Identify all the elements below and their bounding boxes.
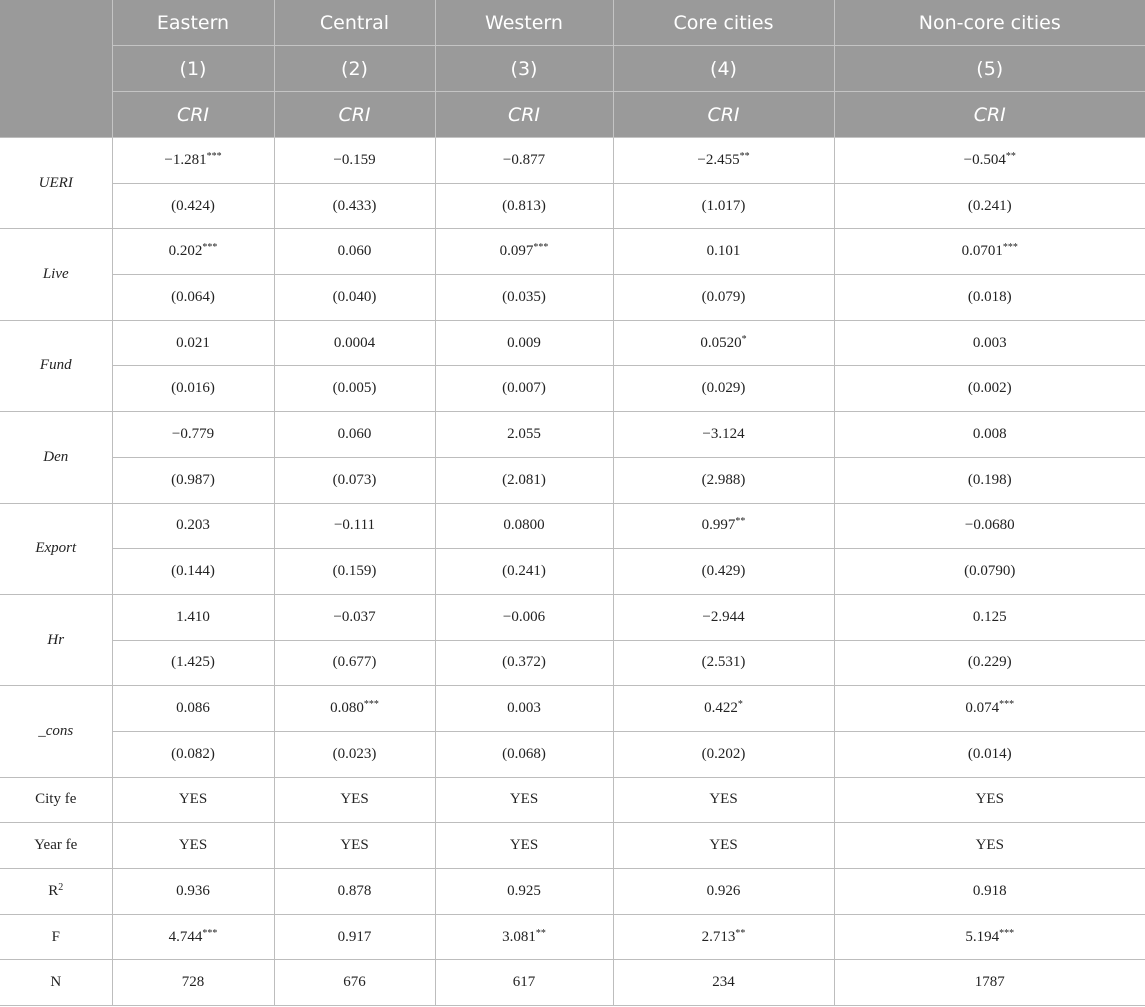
header-dependent-variable-row bbox=[0, 92, 1145, 138]
significance-stars: ** bbox=[535, 927, 546, 939]
standard-error-cell: (0.159) bbox=[274, 549, 435, 595]
header-column-number: (5) bbox=[834, 46, 1145, 92]
cell-value: 0.003 bbox=[507, 700, 541, 717]
table-cell bbox=[112, 138, 274, 184]
statistic-label-text: R bbox=[48, 882, 59, 899]
significance-stars: * bbox=[741, 333, 747, 345]
cell-value: 728 bbox=[181, 974, 205, 991]
table-cell bbox=[613, 412, 834, 458]
significance-stars: *** bbox=[202, 927, 218, 939]
table-cell bbox=[274, 686, 435, 732]
table-cell bbox=[274, 914, 435, 960]
header-dependent-variable: CRI bbox=[435, 92, 613, 138]
table-cell bbox=[834, 229, 1145, 275]
significance-stars: *** bbox=[206, 150, 222, 162]
table-cell bbox=[112, 914, 274, 960]
statistics-row bbox=[0, 777, 1145, 823]
standard-error-cell: (0.372) bbox=[435, 640, 613, 686]
statistic-label bbox=[0, 823, 112, 869]
standard-error-row bbox=[0, 457, 1145, 503]
cell-value: 0.202 bbox=[168, 243, 203, 260]
variable-name: UERI bbox=[0, 138, 112, 229]
statistic-label-text: Year fe bbox=[34, 837, 78, 854]
standard-error-cell: (0.014) bbox=[834, 731, 1145, 777]
table-cell bbox=[613, 823, 834, 869]
header-column-number: (1) bbox=[112, 46, 274, 92]
table-cell bbox=[112, 960, 274, 1006]
table-cell bbox=[435, 138, 613, 184]
cell-value: 0.060 bbox=[337, 425, 372, 442]
table-cell bbox=[274, 960, 435, 1006]
coefficient-row bbox=[0, 686, 1145, 732]
standard-error-cell: (0.064) bbox=[112, 275, 274, 321]
cell-value: YES bbox=[709, 791, 738, 808]
standard-error-cell: (0.002) bbox=[834, 366, 1145, 412]
table-cell bbox=[834, 869, 1145, 915]
cell-value: −2.944 bbox=[702, 608, 745, 625]
table-body bbox=[0, 138, 1145, 1006]
cell-value: −0.0680 bbox=[964, 517, 1015, 534]
cell-value: −0.006 bbox=[502, 608, 546, 625]
table-cell bbox=[613, 777, 834, 823]
standard-error-cell: (0.0790) bbox=[834, 549, 1145, 595]
table-cell bbox=[435, 686, 613, 732]
standard-error-cell: (0.987) bbox=[112, 457, 274, 503]
table-cell bbox=[112, 320, 274, 366]
table-cell bbox=[613, 138, 834, 184]
statistic-label-text: F bbox=[51, 928, 60, 945]
standard-error-cell: (0.229) bbox=[834, 640, 1145, 686]
statistic-label-text: City fe bbox=[35, 791, 77, 808]
statistic-label bbox=[0, 960, 112, 1006]
cell-value: 0.422 bbox=[704, 700, 738, 717]
standard-error-cell: (0.007) bbox=[435, 366, 613, 412]
variable-name: Den bbox=[0, 412, 112, 503]
cell-value: 0.003 bbox=[972, 334, 1007, 351]
standard-error-cell: (0.018) bbox=[834, 275, 1145, 321]
table-cell bbox=[274, 320, 435, 366]
significance-stars: *** bbox=[999, 699, 1015, 711]
table-cell bbox=[112, 412, 274, 458]
table-cell bbox=[435, 412, 613, 458]
standard-error-cell: (2.531) bbox=[613, 640, 834, 686]
table-cell bbox=[112, 823, 274, 869]
standard-error-cell: (0.016) bbox=[112, 366, 274, 412]
cell-value: 0.203 bbox=[176, 517, 210, 534]
significance-stars: *** bbox=[202, 242, 218, 254]
variable-name: Hr bbox=[0, 594, 112, 685]
cell-value: YES bbox=[340, 837, 369, 854]
standard-error-cell: (1.425) bbox=[112, 640, 274, 686]
cell-value: 0.917 bbox=[337, 928, 372, 945]
header-group-non-core-cities: Non-core cities bbox=[834, 0, 1145, 46]
header-group-central: Central bbox=[274, 0, 435, 46]
cell-value: 676 bbox=[343, 974, 366, 991]
standard-error-row bbox=[0, 640, 1145, 686]
table-cell bbox=[112, 869, 274, 915]
cell-value: −0.877 bbox=[502, 151, 546, 168]
cell-value: 234 bbox=[712, 974, 735, 991]
standard-error-cell: (0.429) bbox=[613, 549, 834, 595]
standard-error-cell: (0.029) bbox=[613, 366, 834, 412]
cell-value: 1.410 bbox=[176, 608, 210, 625]
cell-value: −0.037 bbox=[333, 608, 376, 625]
coefficient-row bbox=[0, 320, 1145, 366]
cell-value: −2.455 bbox=[697, 151, 740, 168]
cell-value: 2.055 bbox=[507, 425, 541, 442]
table-cell bbox=[834, 138, 1145, 184]
significance-stars: ** bbox=[735, 927, 746, 939]
table-cell bbox=[112, 777, 274, 823]
standard-error-row bbox=[0, 366, 1145, 412]
table-cell bbox=[112, 503, 274, 549]
statistic-label-text: N bbox=[50, 974, 62, 991]
table-cell bbox=[834, 320, 1145, 366]
standard-error-cell: (0.241) bbox=[834, 183, 1145, 229]
standard-error-row bbox=[0, 731, 1145, 777]
cell-value: 0.0701 bbox=[961, 243, 1003, 260]
cell-value: −0.779 bbox=[171, 425, 215, 442]
significance-stars: *** bbox=[999, 927, 1015, 939]
standard-error-cell: (0.040) bbox=[274, 275, 435, 321]
table-cell bbox=[435, 594, 613, 640]
standard-error-cell: (0.082) bbox=[112, 731, 274, 777]
header-dependent-variable: CRI bbox=[613, 92, 834, 138]
variable-name: _cons bbox=[0, 686, 112, 777]
standard-error-cell: (0.023) bbox=[274, 731, 435, 777]
table-cell bbox=[274, 823, 435, 869]
table-cell bbox=[834, 823, 1145, 869]
standard-error-cell: (1.017) bbox=[613, 183, 834, 229]
statistic-label-superscript: 2 bbox=[58, 881, 64, 893]
standard-error-cell: (0.073) bbox=[274, 457, 435, 503]
cell-value: YES bbox=[975, 837, 1004, 854]
cell-value: 0.101 bbox=[706, 243, 741, 260]
standard-error-cell: (0.677) bbox=[274, 640, 435, 686]
table-cell bbox=[613, 594, 834, 640]
standard-error-cell: (0.241) bbox=[435, 549, 613, 595]
cell-value: YES bbox=[178, 837, 208, 854]
significance-stars: *** bbox=[363, 699, 379, 711]
table-cell bbox=[613, 686, 834, 732]
table-cell bbox=[274, 503, 435, 549]
standard-error-row bbox=[0, 183, 1145, 229]
cell-value: 0.086 bbox=[176, 700, 210, 717]
table-cell bbox=[112, 229, 274, 275]
table-cell bbox=[834, 594, 1145, 640]
cell-value: 0.0004 bbox=[333, 334, 376, 351]
table-cell bbox=[435, 960, 613, 1006]
table-cell bbox=[613, 229, 834, 275]
cell-value: −0.111 bbox=[333, 517, 376, 534]
cell-value: 0.009 bbox=[507, 334, 541, 351]
cell-value: 4.744 bbox=[168, 928, 203, 945]
significance-stars: * bbox=[737, 699, 743, 711]
cell-value: 0.936 bbox=[176, 882, 210, 899]
table-cell bbox=[834, 412, 1145, 458]
cell-value: 0.0800 bbox=[503, 517, 545, 534]
standard-error-cell: (0.813) bbox=[435, 183, 613, 229]
table-cell bbox=[435, 777, 613, 823]
table-cell bbox=[435, 823, 613, 869]
table-cell bbox=[274, 869, 435, 915]
table-cell bbox=[112, 594, 274, 640]
cell-value: 0.008 bbox=[972, 425, 1007, 442]
statistic-label bbox=[0, 869, 112, 915]
table-cell bbox=[274, 229, 435, 275]
table-header bbox=[0, 0, 1145, 138]
statistics-row bbox=[0, 869, 1145, 915]
standard-error-cell: (0.068) bbox=[435, 731, 613, 777]
standard-error-cell: (2.081) bbox=[435, 457, 613, 503]
cell-value: 2.713 bbox=[701, 928, 736, 945]
table-cell bbox=[274, 412, 435, 458]
cell-value: −3.124 bbox=[702, 425, 745, 442]
cell-value: YES bbox=[178, 791, 208, 808]
header-group-western: Western bbox=[435, 0, 613, 46]
header-dependent-variable: CRI bbox=[834, 92, 1145, 138]
table-cell bbox=[435, 320, 613, 366]
table-cell bbox=[274, 777, 435, 823]
table-cell bbox=[834, 503, 1145, 549]
table-cell bbox=[435, 503, 613, 549]
standard-error-cell: (0.424) bbox=[112, 183, 274, 229]
table-cell bbox=[274, 594, 435, 640]
cell-value: 5.194 bbox=[965, 928, 1000, 945]
cell-value: YES bbox=[709, 837, 738, 854]
significance-stars: *** bbox=[1002, 242, 1018, 254]
cell-value: 0.097 bbox=[499, 243, 534, 260]
statistics-row bbox=[0, 960, 1145, 1006]
significance-stars: *** bbox=[533, 242, 549, 254]
table-cell bbox=[834, 686, 1145, 732]
cell-value: 0.878 bbox=[337, 882, 372, 899]
cell-value: −0.504 bbox=[963, 151, 1006, 168]
cell-value: 0.997 bbox=[701, 517, 736, 534]
standard-error-cell: (0.202) bbox=[613, 731, 834, 777]
header-group-eastern: Eastern bbox=[112, 0, 274, 46]
table-cell bbox=[834, 960, 1145, 1006]
statistics-row bbox=[0, 823, 1145, 869]
standard-error-cell: (0.005) bbox=[274, 366, 435, 412]
header-column-number: (2) bbox=[274, 46, 435, 92]
cell-value: YES bbox=[509, 791, 539, 808]
cell-value: 0.918 bbox=[972, 882, 1007, 899]
header-dependent-variable: CRI bbox=[112, 92, 274, 138]
standard-error-cell: (0.079) bbox=[613, 275, 834, 321]
significance-stars: ** bbox=[735, 516, 746, 528]
table-cell bbox=[613, 914, 834, 960]
header-group-row bbox=[0, 0, 1145, 46]
statistic-label bbox=[0, 914, 112, 960]
cell-value: 0.074 bbox=[965, 700, 1000, 717]
table-cell bbox=[613, 320, 834, 366]
table-cell bbox=[435, 914, 613, 960]
header-dependent-variable: CRI bbox=[274, 92, 435, 138]
cell-value: 0.060 bbox=[337, 243, 372, 260]
coefficient-row bbox=[0, 594, 1145, 640]
table-cell bbox=[613, 960, 834, 1006]
statistics-row bbox=[0, 914, 1145, 960]
table-cell bbox=[274, 138, 435, 184]
coefficient-row bbox=[0, 138, 1145, 184]
table-cell bbox=[112, 686, 274, 732]
significance-stars: ** bbox=[1005, 150, 1016, 162]
cell-value: 0.080 bbox=[330, 700, 364, 717]
standard-error-cell: (0.198) bbox=[834, 457, 1145, 503]
coefficient-row bbox=[0, 503, 1145, 549]
cell-value: YES bbox=[509, 837, 539, 854]
cell-value: 0.926 bbox=[706, 882, 741, 899]
table-cell bbox=[834, 777, 1145, 823]
cell-value: 0.0520 bbox=[700, 334, 742, 351]
standard-error-row bbox=[0, 549, 1145, 595]
cell-value: 0.925 bbox=[507, 882, 541, 899]
header-corner-cell bbox=[0, 0, 112, 138]
table-cell bbox=[435, 869, 613, 915]
coefficient-row bbox=[0, 229, 1145, 275]
variable-name: Export bbox=[0, 503, 112, 594]
cell-value: YES bbox=[975, 791, 1004, 808]
table-cell bbox=[834, 914, 1145, 960]
significance-stars: ** bbox=[739, 150, 750, 162]
standard-error-cell: (0.035) bbox=[435, 275, 613, 321]
cell-value: 0.021 bbox=[176, 334, 210, 351]
coefficient-row bbox=[0, 412, 1145, 458]
cell-value: YES bbox=[340, 791, 369, 808]
statistic-label bbox=[0, 777, 112, 823]
cell-value: 0.125 bbox=[972, 608, 1007, 625]
standard-error-cell: (0.144) bbox=[112, 549, 274, 595]
standard-error-cell: (2.988) bbox=[613, 457, 834, 503]
variable-name: Fund bbox=[0, 320, 112, 411]
standard-error-cell: (0.433) bbox=[274, 183, 435, 229]
header-column-number: (4) bbox=[613, 46, 834, 92]
table-cell bbox=[613, 869, 834, 915]
header-group-core-cities: Core cities bbox=[613, 0, 834, 46]
table-cell bbox=[435, 229, 613, 275]
header-number-row bbox=[0, 46, 1145, 92]
cell-value: 3.081 bbox=[502, 928, 536, 945]
header-column-number: (3) bbox=[435, 46, 613, 92]
standard-error-row bbox=[0, 275, 1145, 321]
variable-name: Live bbox=[0, 229, 112, 320]
cell-value: 617 bbox=[512, 974, 536, 991]
cell-value: −1.281 bbox=[164, 151, 207, 168]
cell-value: 1787 bbox=[974, 974, 1005, 991]
cell-value: −0.159 bbox=[333, 151, 376, 168]
table-cell bbox=[613, 503, 834, 549]
